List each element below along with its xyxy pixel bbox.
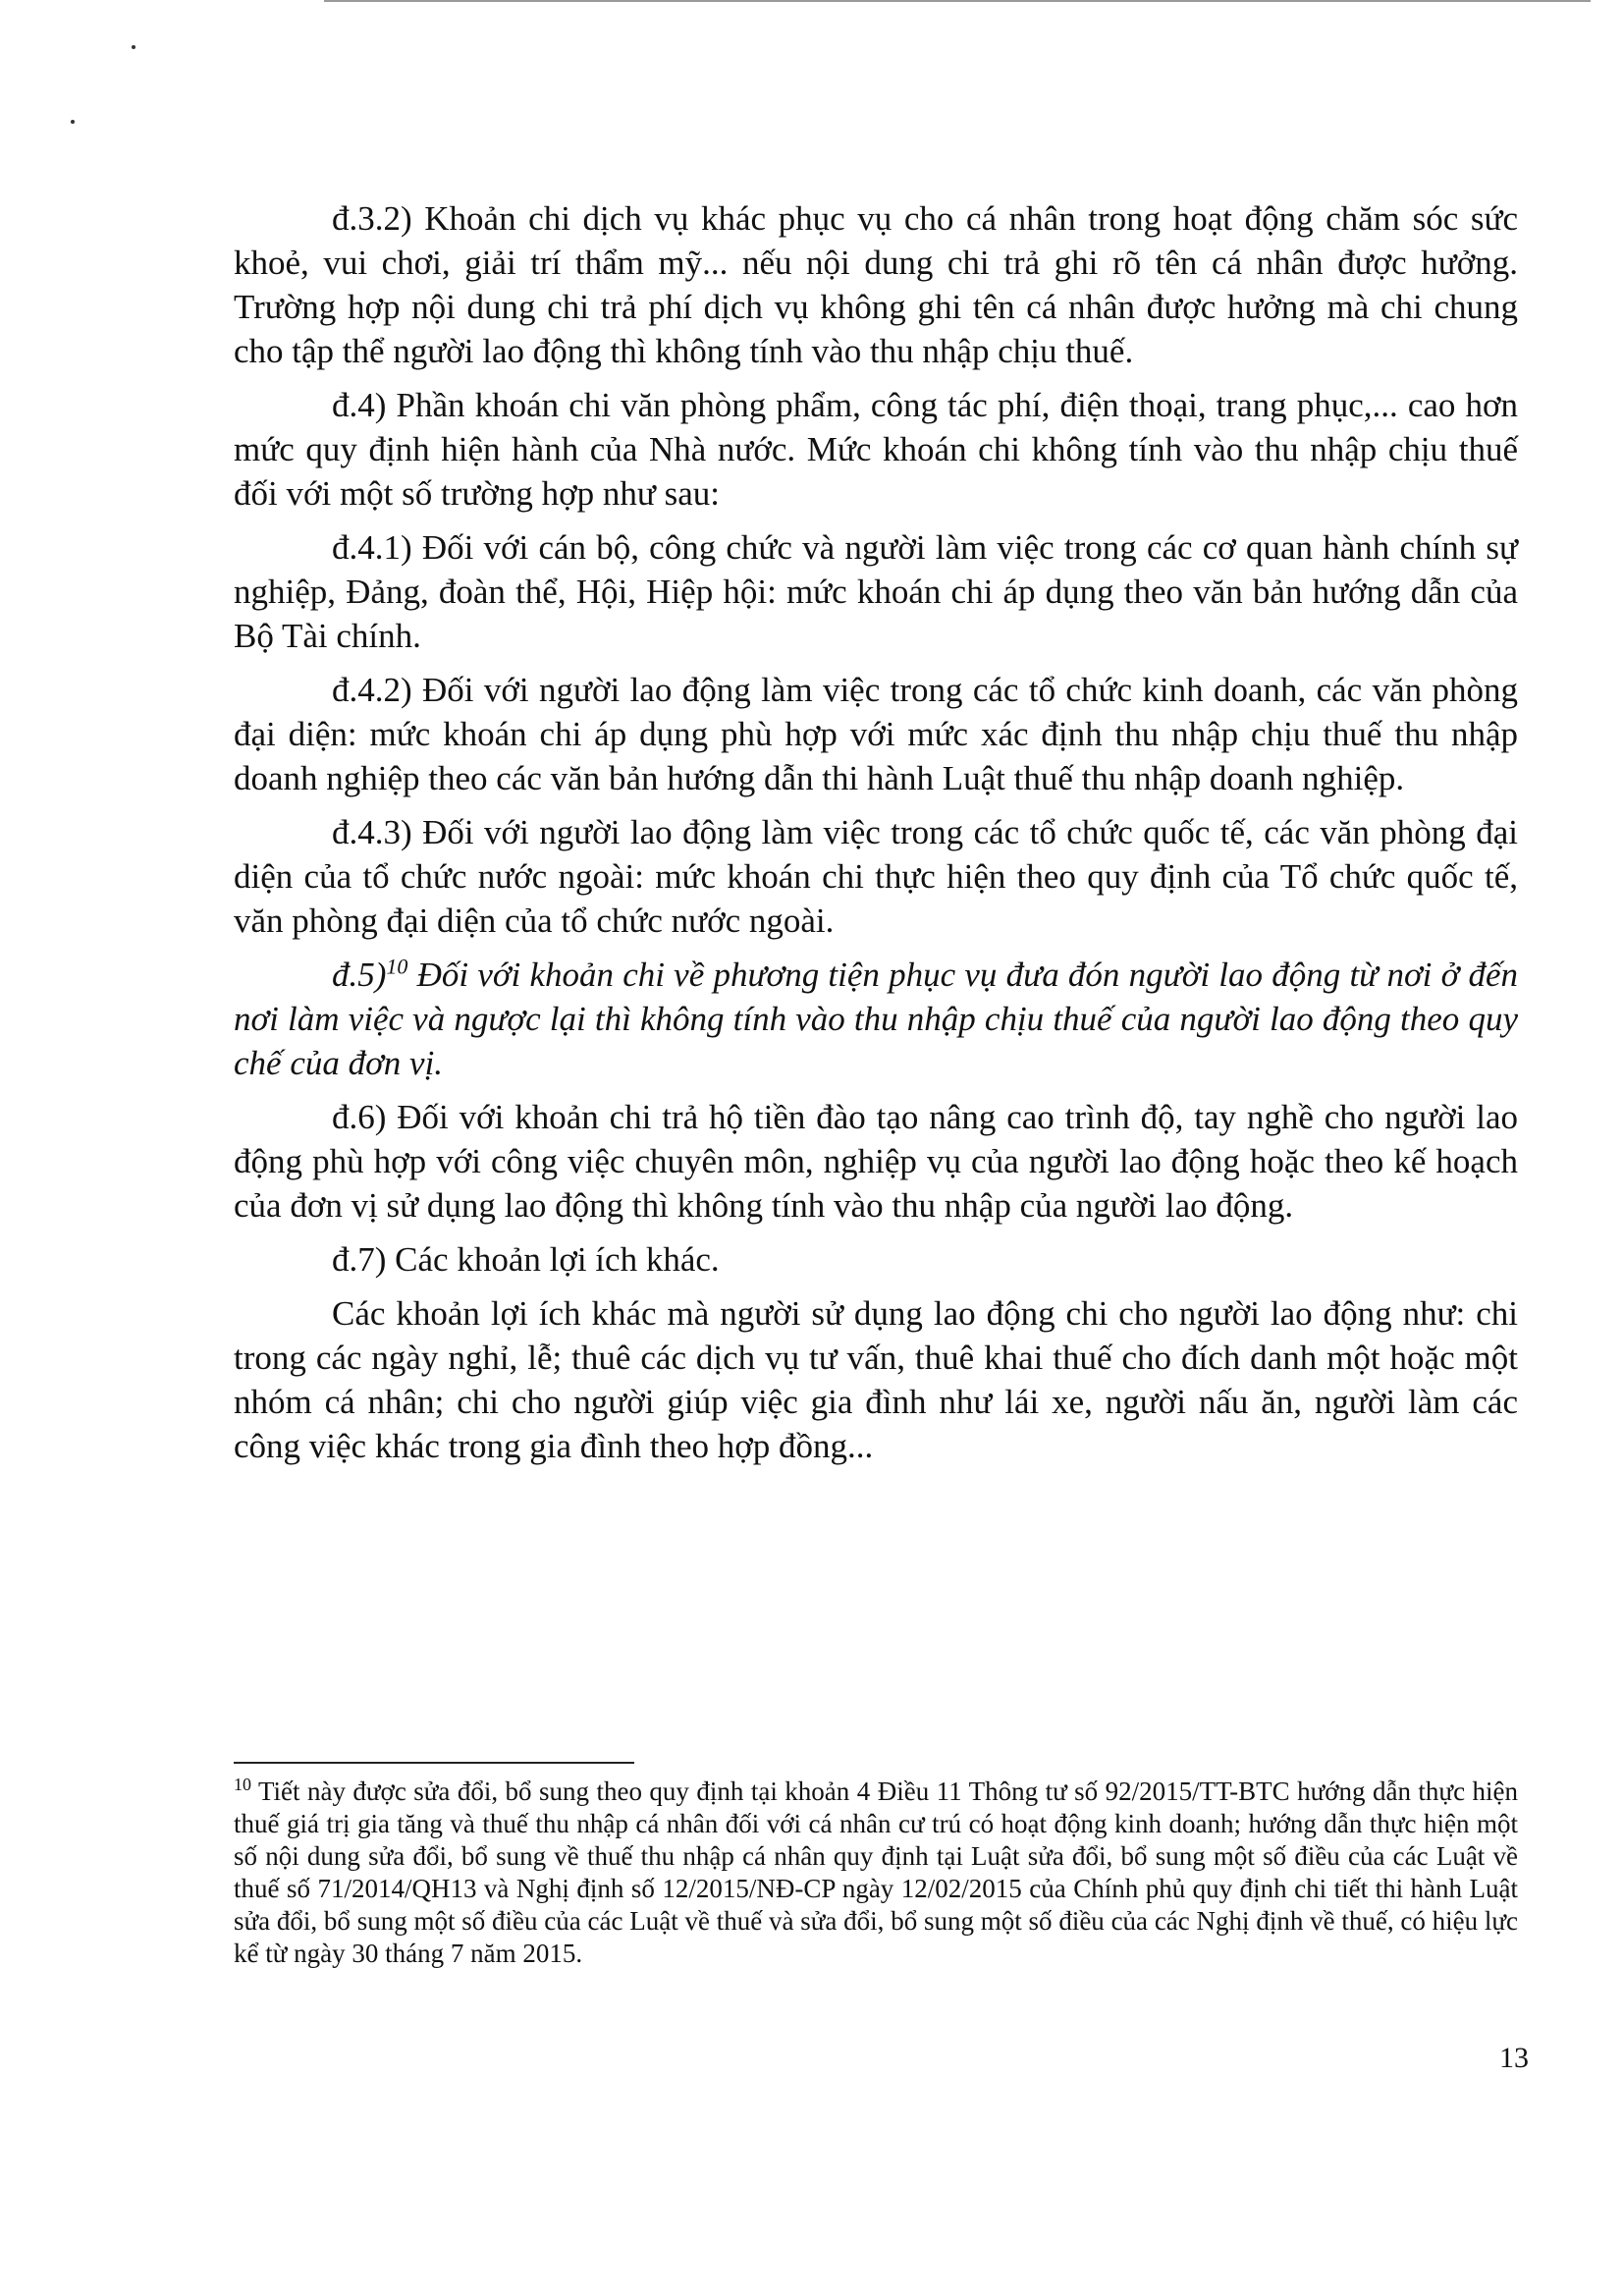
paragraph-d5-text: Đối với khoản chi về phương tiện phục vụ đưa đón người lao động từ nơi ở đến nơi làm việc và ngược lại thì không tính vào thu nhập chịu thuế của người lao động theo quy chế của đơn vị.	[234, 956, 1518, 1082]
footnote-reference[interactable]: 10	[386, 954, 408, 979]
paragraph-d4-1: đ.4.1) Đối với cán bộ, công chức và người làm việc trong các cơ quan hành chính sự nghiệp, Đảng, đoàn thể, Hội, Hiệp hội: mức khoán chi áp dụng theo văn bản hướng dẫn của Bộ Tài chính.	[234, 528, 1518, 655]
paragraph-d3-2: đ.3.2) Khoản chi dịch vụ khác phục vụ cho cá nhân trong hoạt động chăm sóc sức khoẻ, vui chơi, giải trí thẩm mỹ... nếu nội dung chi trả ghi rõ tên cá nhân được hưởng. Trường hợp nội dung chi trả phí dịch vụ không ghi tên cá nhân được hưởng mà chi chung cho tập thể người lao động thì không tính vào thu nhập chịu thuế.	[234, 199, 1518, 370]
paragraph-d6: đ.6) Đối với khoản chi trả hộ tiền đào tạo nâng cao trình độ, tay nghề cho người lao động phù hợp với công việc chuyên môn, nghiệp vụ của người lao động hoặc theo kế hoạch của đơn vị sử dụng lao động thì không tính vào thu nhập của người lao động.	[234, 1098, 1518, 1225]
paragraph-d7: đ.7) Các khoản lợi ích khác.	[332, 1240, 720, 1279]
document-body	[234, 196, 1518, 1478]
scan-speck	[71, 120, 75, 124]
scan-top-edge	[324, 0, 1591, 2]
footnote	[234, 1776, 1518, 1970]
paragraph-other-benefits: Các khoản lợi ích khác mà người sử dụng lao động chi cho người lao động như: chi trong các ngày nghỉ, lễ; thuê các dịch vụ tư vấn, thuê khai thuế cho đích danh một hoặc một nhóm cá nhân; chi cho người giúp việc gia đình như lái xe, người nấu ăn, người làm các công việc khác trong gia đình theo hợp đồng...	[234, 1294, 1518, 1465]
scan-speck	[132, 45, 135, 49]
footnote-marker: 10	[234, 1775, 251, 1794]
paragraph-d4-3: đ.4.3) Đối với người lao động làm việc trong các tổ chức quốc tế, các văn phòng đại diện của tổ chức nước ngoài: mức khoán chi thực hiện theo quy định của Tổ chức quốc tế, văn phòng đại diện của tổ chức nước ngoài.	[234, 813, 1518, 940]
page-number: 13	[1499, 2042, 1529, 2074]
paragraph-d5	[234, 953, 1518, 1085]
footnote-separator	[234, 1762, 634, 1764]
paragraph-d4-2: đ.4.2) Đối với người lao động làm việc trong các tổ chức kinh doanh, các văn phòng đại diện: mức khoán chi áp dụng phù hợp với mức xác định thu nhập chịu thuế thu nhập doanh nghiệp theo các văn bản hướng dẫn thi hành Luật thuế thu nhập doanh nghiệp.	[234, 671, 1518, 797]
footnote-text: Tiết này được sửa đổi, bổ sung theo quy định tại khoản 4 Điều 11 Thông tư số 92/2015/TT-BTC hướng dẫn thực hiện thuế giá trị gia tăng và thuế thu nhập cá nhân đối với cá nhân cư trú có hoạt động kinh doanh; hướng dẫn thực hiện một số nội dung sửa đổi, bổ sung về thuế thu nhập cá nhân quy định tại Luật sửa đổi, bổ sung một số điều của các Luật về thuế số 71/2014/QH13 và Nghị định số 12/2015/NĐ-CP ngày 12/02/2015 của Chính phủ quy định chi tiết thi hành Luật sửa đổi, bổ sung một số điều của các Luật về thuế và sửa đổi, bổ sung một số điều của các Nghị định về thuế, có hiệu lực kể từ ngày 30 tháng 7 năm 2015.	[234, 1777, 1518, 1968]
paragraph-d5-lead: đ.5)	[332, 956, 387, 994]
paragraph-d4: đ.4) Phần khoán chi văn phòng phẩm, công tác phí, điện thoại, trang phục,... cao hơn mức quy định hiện hành của Nhà nước. Mức khoán chi không tính vào thu nhập chịu thuế đối với một số trường hợp như sau:	[234, 386, 1518, 513]
